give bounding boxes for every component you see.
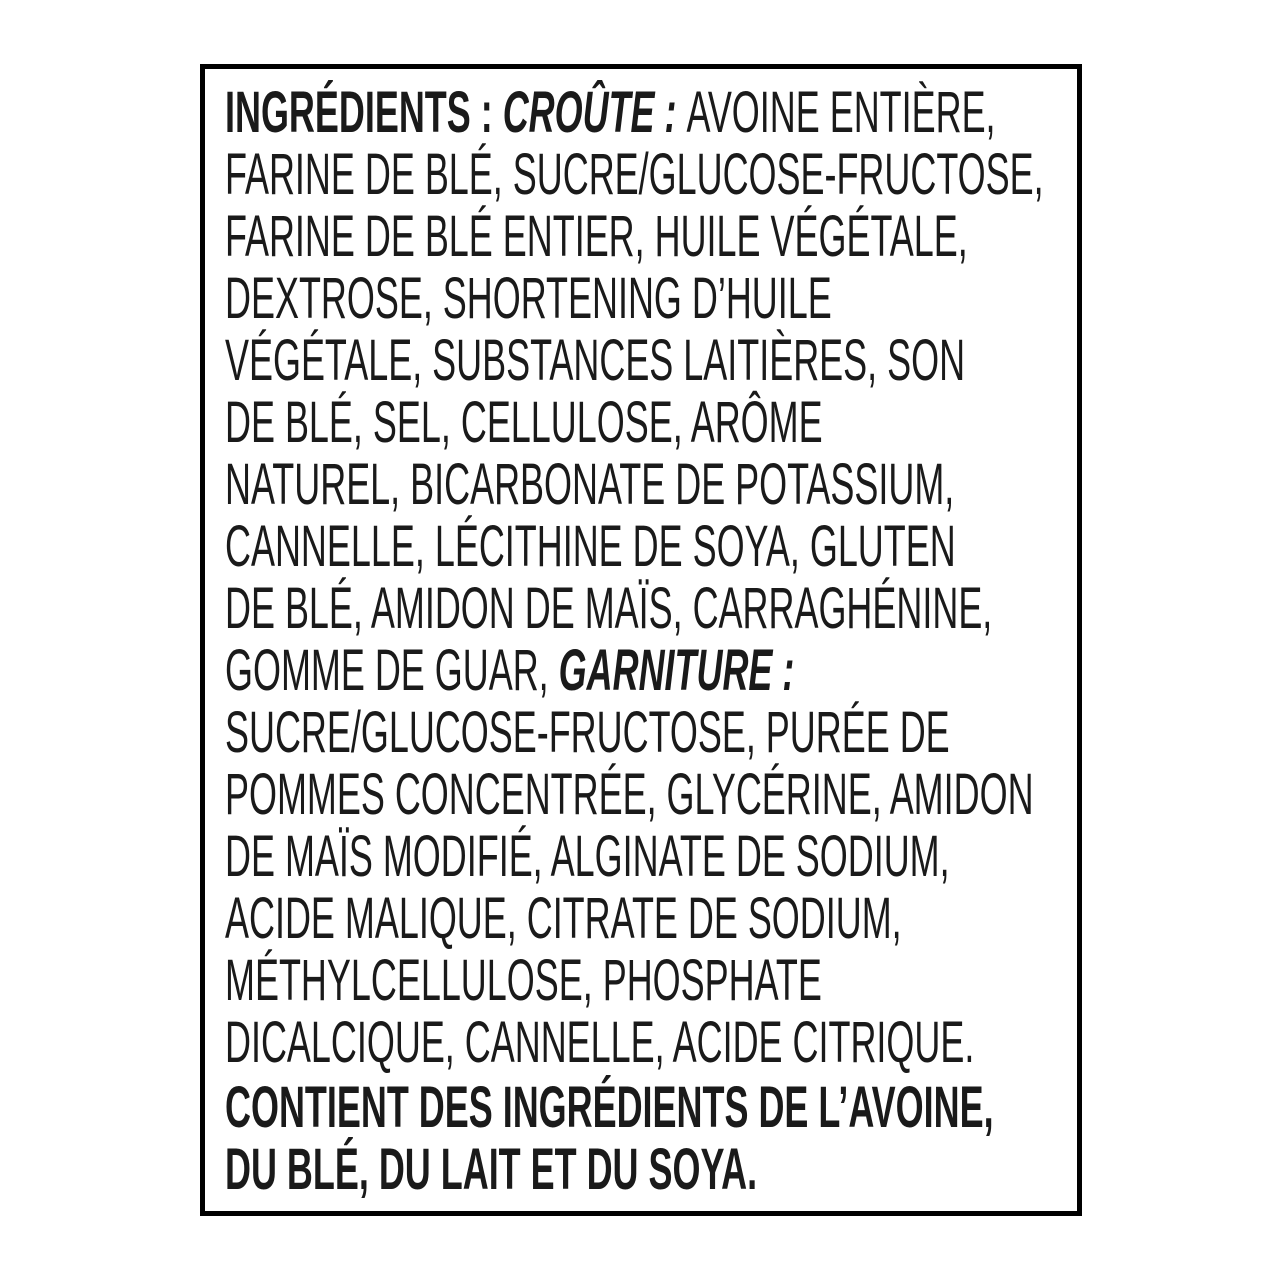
- label-line: [225, 204, 968, 269]
- ingredient-text: CANNELLE, LÉCITHINE DE SOYA, GLUTEN: [225, 514, 956, 579]
- ingredient-text: ACIDE MALIQUE, CITRATE DE SODIUM,: [225, 886, 902, 951]
- ingredient-text: FARINE DE BLÉ ENTIER, HUILE VÉGÉTALE,: [225, 204, 968, 269]
- label-line: [225, 390, 823, 455]
- label-line: [225, 142, 1044, 207]
- garniture-heading: GARNITURE :: [558, 638, 795, 703]
- ingredient-text: GOMME DE GUAR,: [225, 638, 559, 703]
- label-line: [225, 762, 1034, 827]
- label-line: [225, 514, 956, 579]
- allergen-statement-line-2: [225, 1137, 758, 1202]
- ingredient-text: SUCRE/GLUCOSE-FRUCTOSE, PURÉE DE: [225, 700, 950, 765]
- ingredient-text: DEXTROSE, SHORTENING D’HUILE: [225, 266, 832, 331]
- ingredient-text: MÉTHYLCELLULOSE, PHOSPHATE: [225, 948, 822, 1013]
- label-line: [225, 576, 993, 641]
- ingredient-text: NATUREL, BICARBONATE DE POTASSIUM,: [225, 452, 955, 517]
- label-line: [225, 700, 950, 765]
- croute-heading: CROÛTE :: [502, 80, 687, 145]
- ingredient-text: AVOINE ENTIÈRE,: [686, 80, 996, 145]
- label-line: [225, 1010, 975, 1075]
- label-line: [225, 80, 996, 145]
- label-line: [225, 948, 822, 1013]
- ingredient-text: DE MAÏS MODIFIÉ, ALGINATE DE SODIUM,: [225, 824, 950, 889]
- ingredient-text: VÉGÉTALE, SUBSTANCES LAITIÈRES, SON: [225, 328, 966, 393]
- ingredient-label: [200, 64, 1082, 1216]
- ingredient-text: DE BLÉ, SEL, CELLULOSE, ARÔME: [225, 390, 823, 455]
- allergen-text: CONTIENT DES INGRÉDIENTS DE L’AVOINE,: [225, 1075, 994, 1140]
- ingredient-text: POMMES CONCENTRÉE, GLYCÉRINE, AMIDON: [225, 762, 1034, 827]
- label-line: [225, 824, 950, 889]
- label-line: [225, 452, 955, 517]
- label-line: [225, 266, 832, 331]
- ingredients-heading: INGRÉDIENTS :: [225, 80, 503, 145]
- ingredient-text: FARINE DE BLÉ, SUCRE/GLUCOSE-FRUCTOSE,: [225, 142, 1044, 207]
- label-line: [225, 638, 795, 703]
- allergen-statement-line-1: [225, 1075, 994, 1140]
- ingredient-text: DICALCIQUE, CANNELLE, ACIDE CITRIQUE.: [225, 1010, 975, 1075]
- label-line: [225, 886, 902, 951]
- allergen-text: DU BLÉ, DU LAIT ET DU SOYA.: [225, 1137, 758, 1202]
- label-line: [225, 328, 966, 393]
- ingredient-text: DE BLÉ, AMIDON DE MAÏS, CARRAGHÉNINE,: [225, 576, 993, 641]
